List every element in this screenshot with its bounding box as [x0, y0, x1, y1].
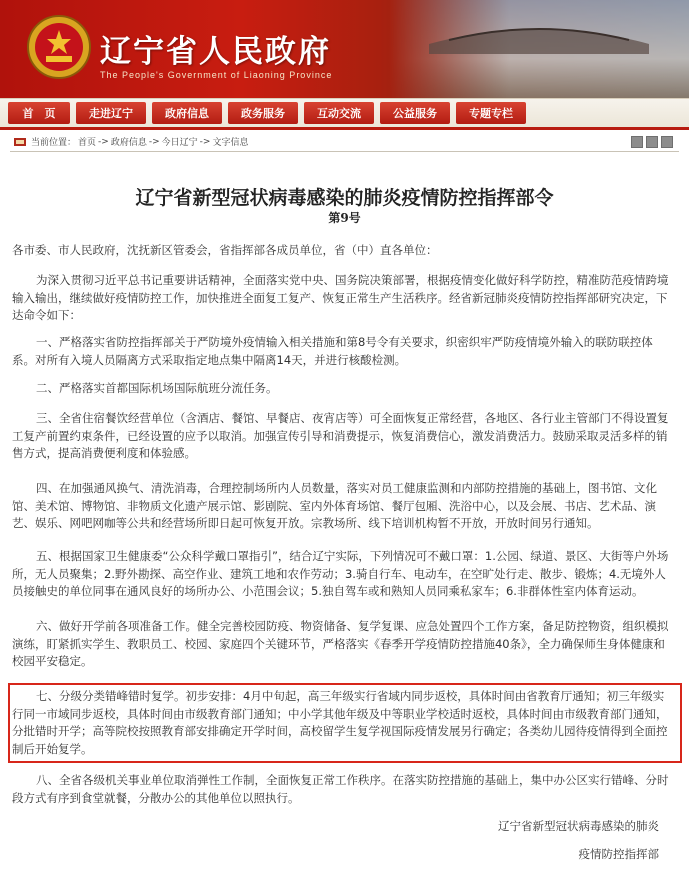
document-number: 第9号 [328, 211, 361, 225]
nav-interaction[interactable]: 互动交流 [304, 102, 374, 124]
paragraph-5: 五、根据国家卫生健康委“公众科学戴口罩指引”，结合辽宁实际，下列情况可不戴口罩：1.公园、绿道、景区、大街等户外场所，无人员聚集；2.野外勘探、高空作业、建筑工地和农作劳动；3.骑自行车、电动车，在空旷处行走、散步、锻炼；4.无境外人员接触史的单位同事在通风良好的场所办公、小范围会议；5.独自驾车或和熟知人员同乘私家车；6.非群体性室内体育运动。 [12, 549, 669, 598]
font-size-icon[interactable] [631, 136, 643, 148]
document-title: 辽宁省新型冠状病毒感染的肺炎疫情防控指挥部令 [135, 187, 554, 209]
breadcrumb-prefix: 当前位置： [31, 138, 77, 148]
palace-roof-image [429, 14, 649, 54]
nav-about-liaoning[interactable]: 走进辽宁 [76, 102, 146, 124]
paragraph-3: 三、全省住宿餐饮经营单位（含酒店、餐馆、早餐店、夜宵店等）可全面恢复正常经营，各地区、各行业主管部门不得设置复工复产前置约束条件，已经设置的应予以取消。加强宣传引导和消费提示，恢复消费信心，激发消费活力。鼓励采取灵活多样的销售方式，提高消费便利度和体验感。 [12, 411, 669, 460]
nav-home[interactable]: 首 页 [8, 102, 70, 124]
breadcrumb-text-info[interactable]: 文字信息 [212, 138, 249, 148]
print-icon[interactable] [646, 136, 658, 148]
nav-public-services[interactable]: 公益服务 [380, 102, 450, 124]
main-nav [0, 98, 689, 130]
breadcrumb [10, 132, 679, 152]
breadcrumb-separator: -> [199, 136, 211, 147]
breadcrumb-today-liaoning[interactable]: 今日辽宁 [161, 138, 198, 148]
site-subtitle: The People's Government of Liaoning Province [100, 70, 333, 80]
paragraph-6: 六、做好开学前各项准备工作。健全完善校园防疫、物资储备、复学复课、应急处置四个工作方案，备足防控物资，组织模拟演练，盯紧抓实学生、教职员工、校园、家庭四个关键环节，严格落实《春季开学疫情防控措施40条》，全力确保师生身体健康和校园平安稳定。 [12, 619, 669, 668]
signature-line-2: 疫情防控指挥部 [578, 847, 659, 861]
document-salutation: 各市委、市人民政府，沈抚新区管委会，省指挥部各成员单位，省（中）直各单位： [12, 243, 438, 257]
breadcrumb-separator: -> [148, 136, 160, 147]
nav-government-services[interactable]: 政务服务 [228, 102, 298, 124]
breadcrumb-separator: -> [98, 136, 109, 147]
paragraph-1: 一、严格落实省防控指挥部关于严防境外疫情输入相关措施和第8号令有关要求，织密织牢严防疫情境外输入的联防联控体系。对所有入境人员隔离方式采取指定地点集中隔离14天，并进行核酸检测。 [12, 335, 653, 367]
paragraph-8: 八、全省各级机关事业单位取消弹性工作制，全面恢复正常工作秩序。在落实防控措施的基础上，集中办公区实行错峰、分时段方式有序到食堂就餐，分散办公的其他单位以照执行。 [12, 773, 669, 805]
close-icon[interactable] [661, 136, 673, 148]
paragraph-2: 二、严格落实首都国际机场国际航班分流任务。 [36, 381, 278, 395]
breadcrumb-home[interactable]: 首页 [78, 138, 97, 148]
breadcrumb-government-info[interactable]: 政府信息 [110, 138, 147, 148]
site-banner [0, 0, 689, 98]
nav-special-topics[interactable]: 专题专栏 [456, 102, 526, 124]
signature-line-1: 辽宁省新型冠状病毒感染的肺炎 [498, 819, 659, 833]
paragraph-4: 四、在加强通风换气、清洗消毒，合理控制场所内人员数量，落实对员工健康监测和内部防控措施的基础上，图书馆、文化馆、美术馆、博物馆、非物质文化遗产展示馆、影剧院、室内外体育场馆、餐厅包厢、洗浴中心，以及会展、书店、艺术品、演艺、娱乐、网吧网咖等公共和经营场所即日起可恢复开放。宗教场所、线下培训机构暂不开放，开放时间另行通知。 [12, 481, 657, 530]
paragraph-intro: 为深入贯彻习近平总书记重要讲话精神，全面落实党中央、国务院决策部署，根据疫情变化做好科学防控，精准防范疫情跨境输入输出，继续做好疫情防控工作，加快推进全面复工复产、恢复正常生产生活秩序。经省新冠肺炎疫情防控指挥部研究决定，下达命令如下： [12, 273, 669, 322]
site-title: 辽宁省人民政府 [100, 34, 331, 70]
location-icon [14, 137, 26, 147]
paragraph-7-highlighted: 七、分级分类错峰错时复学。初步安排：4月中旬起，高三年级实行省域内同步返校，具体时间由省教育厅通知；初三年级实行同一市域同步返校，具体时间由市级教育部门通知；中小学其他年级及中等职业学校适时返校，具体时间由市级教育部门通知，分批错时开学；高等院校按照教育部安排确定开学时间，高校留学生复学视国际疫情发展另行确定；各类幼儿园待疫情得到全面控制后开始复学。 [12, 689, 668, 756]
page-tools [631, 136, 673, 148]
national-emblem-icon [26, 14, 92, 80]
nav-government-info[interactable]: 政府信息 [152, 102, 222, 124]
